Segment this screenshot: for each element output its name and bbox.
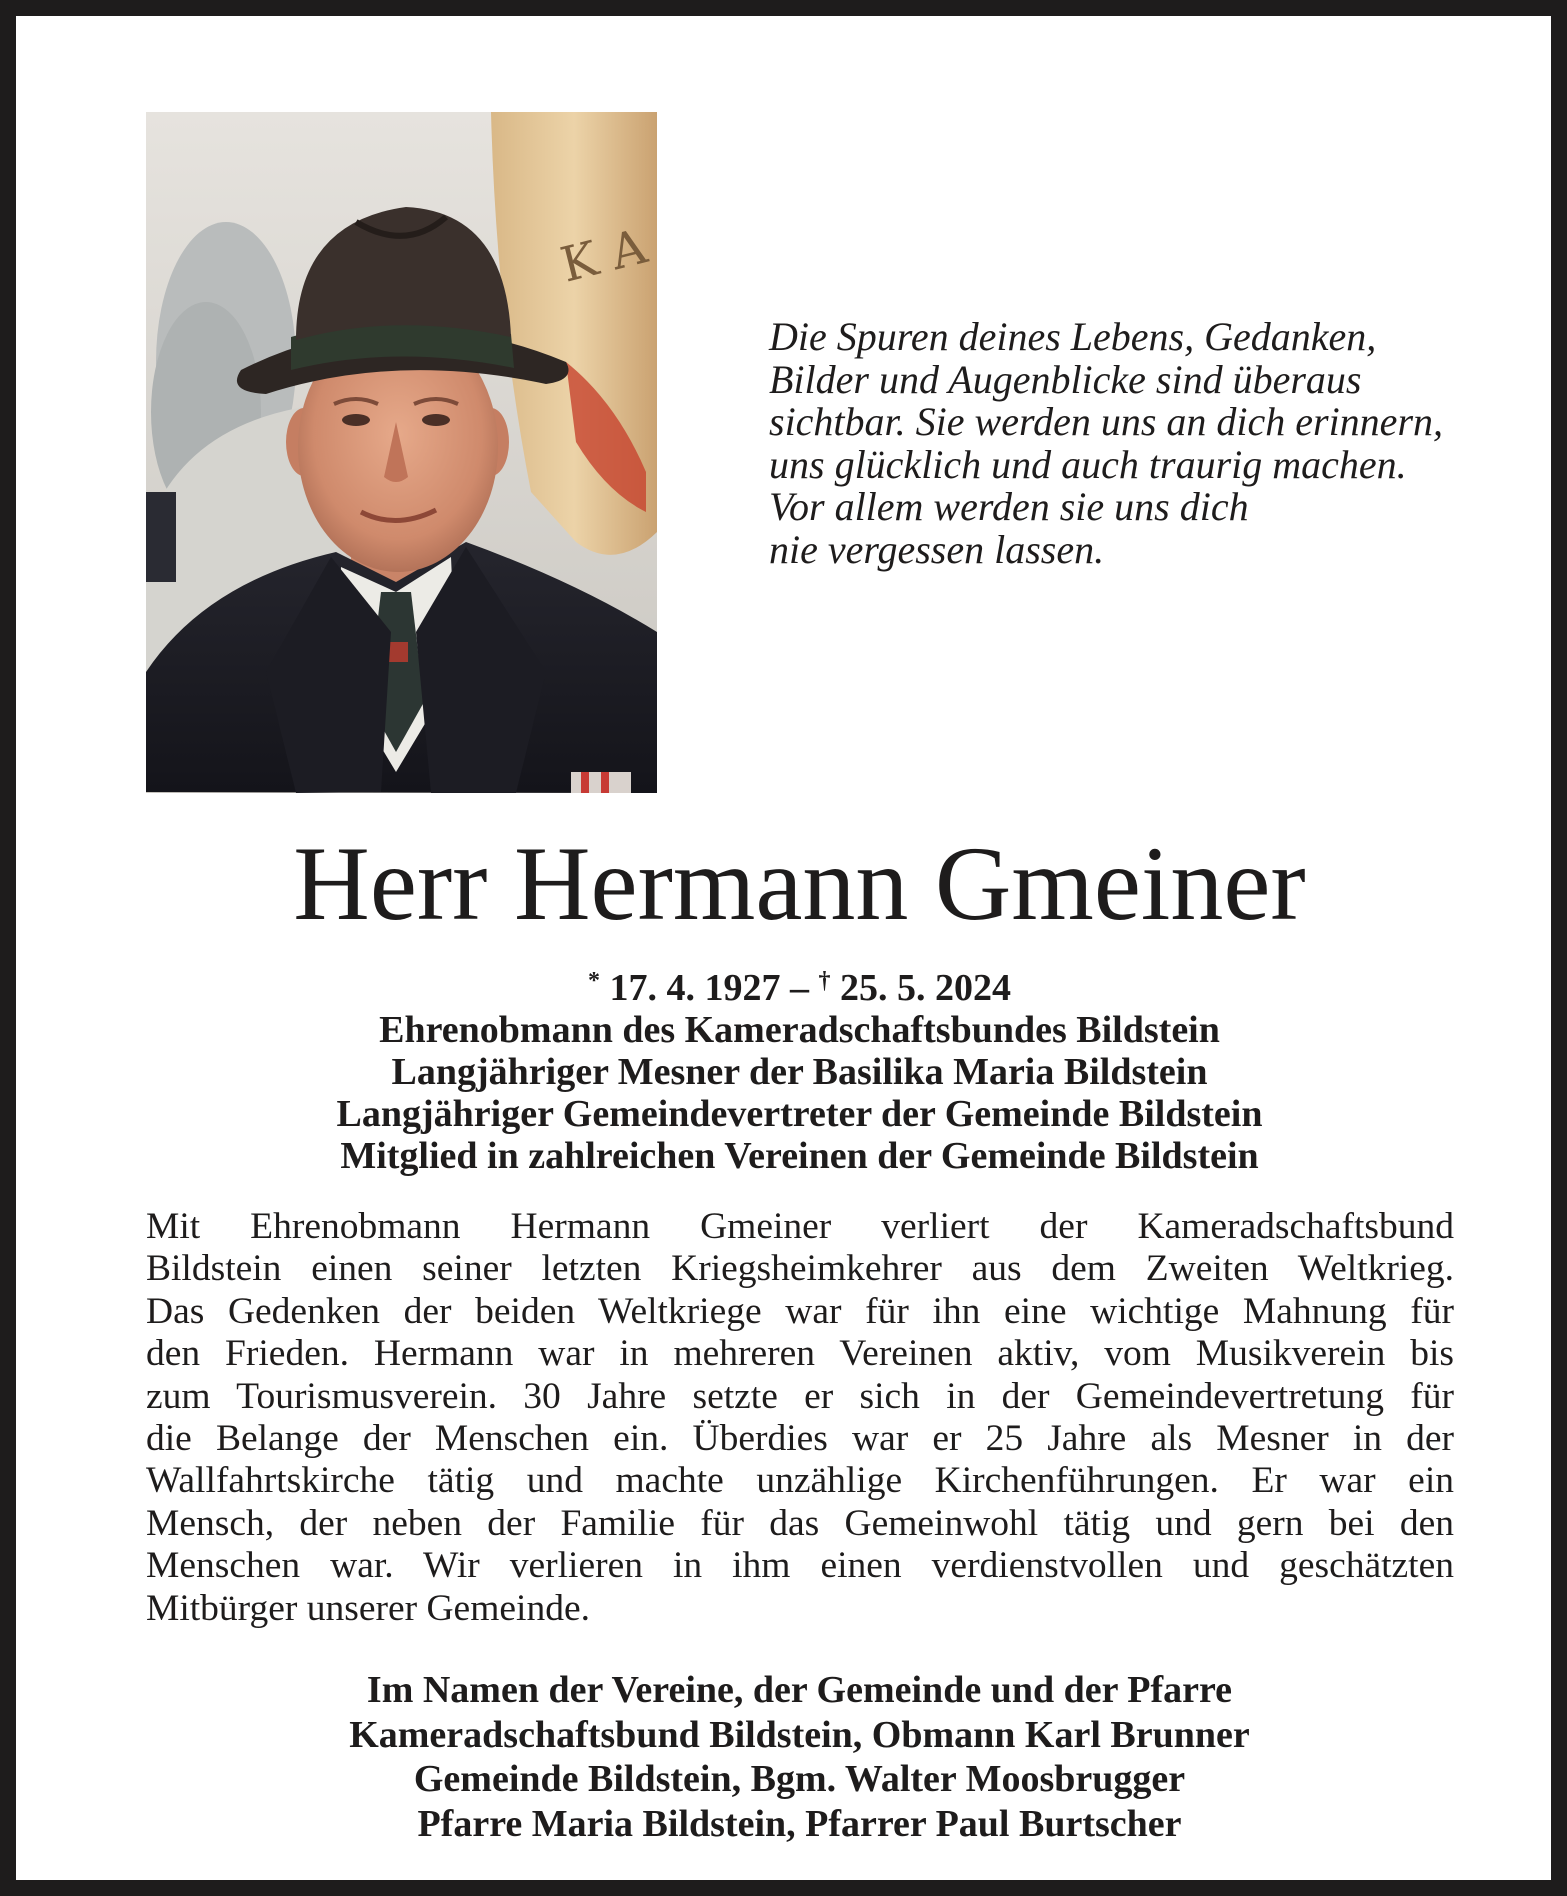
signatures-block bbox=[16, 1668, 1567, 1846]
text-line: Mit Ehrenobmann Hermann Gmeiner verliert der Kameradschaftsbund bbox=[146, 1206, 1454, 1247]
title-line: Mitglied in zahlreichen Vereinen der Gemeinde Bildstein bbox=[340, 1135, 1259, 1177]
birth-symbol: * bbox=[588, 968, 600, 994]
text-line: Mensch, der neben der Familie für das Gemeinwohl tätig und gern bei den bbox=[146, 1502, 1454, 1544]
text-line: zum Tourismusverein. 30 Jahre setzte er sich in der Gemeindevertretung für bbox=[146, 1375, 1454, 1417]
titles-block bbox=[16, 960, 1567, 1177]
text-line: Wallfahrtskirche tätig und machte unzählige Kirchenführungen. Er war ein bbox=[146, 1460, 1454, 1502]
quote-line: nie vergessen lassen. bbox=[769, 526, 1105, 572]
deceased-name: Herr Hermann Gmeiner bbox=[293, 825, 1306, 942]
quote-line: uns glücklich und auch traurig machen. bbox=[769, 441, 1407, 487]
title-line: Langjähriger Mesner der Basilika Maria Bildstein bbox=[391, 1051, 1208, 1093]
text-line: den Frieden. Hermann war in mehreren Vereinen aktiv, vom Musikverein bis bbox=[146, 1333, 1454, 1375]
life-dates bbox=[16, 960, 1567, 1009]
title-line: Langjähriger Gemeindevertreter der Gemeinde Bildstein bbox=[336, 1093, 1263, 1135]
text-line: Bildstein einen seiner letzten Kriegsheimkehrer aus dem Zweiten Weltkrieg. bbox=[146, 1248, 1454, 1290]
quote-line: sichtbar. Sie werden uns an dich erinnern, bbox=[769, 399, 1444, 444]
death-date: 25. 5. 2024 bbox=[830, 967, 1011, 1009]
portrait-photo bbox=[146, 112, 657, 793]
quote-line: Die Spuren deines Lebens, Gedanken, bbox=[769, 314, 1377, 359]
text-line: Mitbürger unserer Gemeinde. bbox=[146, 1587, 590, 1629]
text-line: Das Gedenken der beiden Weltkriege war für ihn eine wichtige Mahnung für bbox=[146, 1290, 1454, 1332]
title-line: Ehrenobmann des Kameradschaftsbundes Bildstein bbox=[379, 1009, 1220, 1051]
signature-line: Pfarre Maria Bildstein, Pfarrer Paul Burtscher bbox=[417, 1802, 1182, 1845]
quote-line: Bilder und Augenblicke sind überaus bbox=[769, 356, 1362, 402]
death-symbol: † bbox=[818, 968, 831, 994]
signature-line: Im Namen der Vereine, der Gemeinde und der Pfarre bbox=[366, 1669, 1233, 1711]
signature-line: Gemeinde Bildstein, Bgm. Walter Moosbrugger bbox=[413, 1758, 1186, 1800]
signature-line: Kameradschaftsbund Bildstein, Obmann Karl Brunner bbox=[349, 1713, 1250, 1756]
birth-date: 17. 4. 1927 – bbox=[600, 967, 819, 1009]
text-line: Menschen war. Wir verlieren in ihm einen verdienstvollen und geschätzten bbox=[146, 1545, 1454, 1587]
svg-text:K A: K A bbox=[555, 218, 653, 294]
quote-line: Vor allem werden sie uns dich bbox=[769, 484, 1249, 529]
obituary-text bbox=[146, 1206, 1454, 1630]
text-line: die Belange der Menschen ein. Überdies war er 25 Jahre als Mesner in der bbox=[146, 1417, 1454, 1459]
memorial-quote bbox=[769, 316, 1469, 571]
